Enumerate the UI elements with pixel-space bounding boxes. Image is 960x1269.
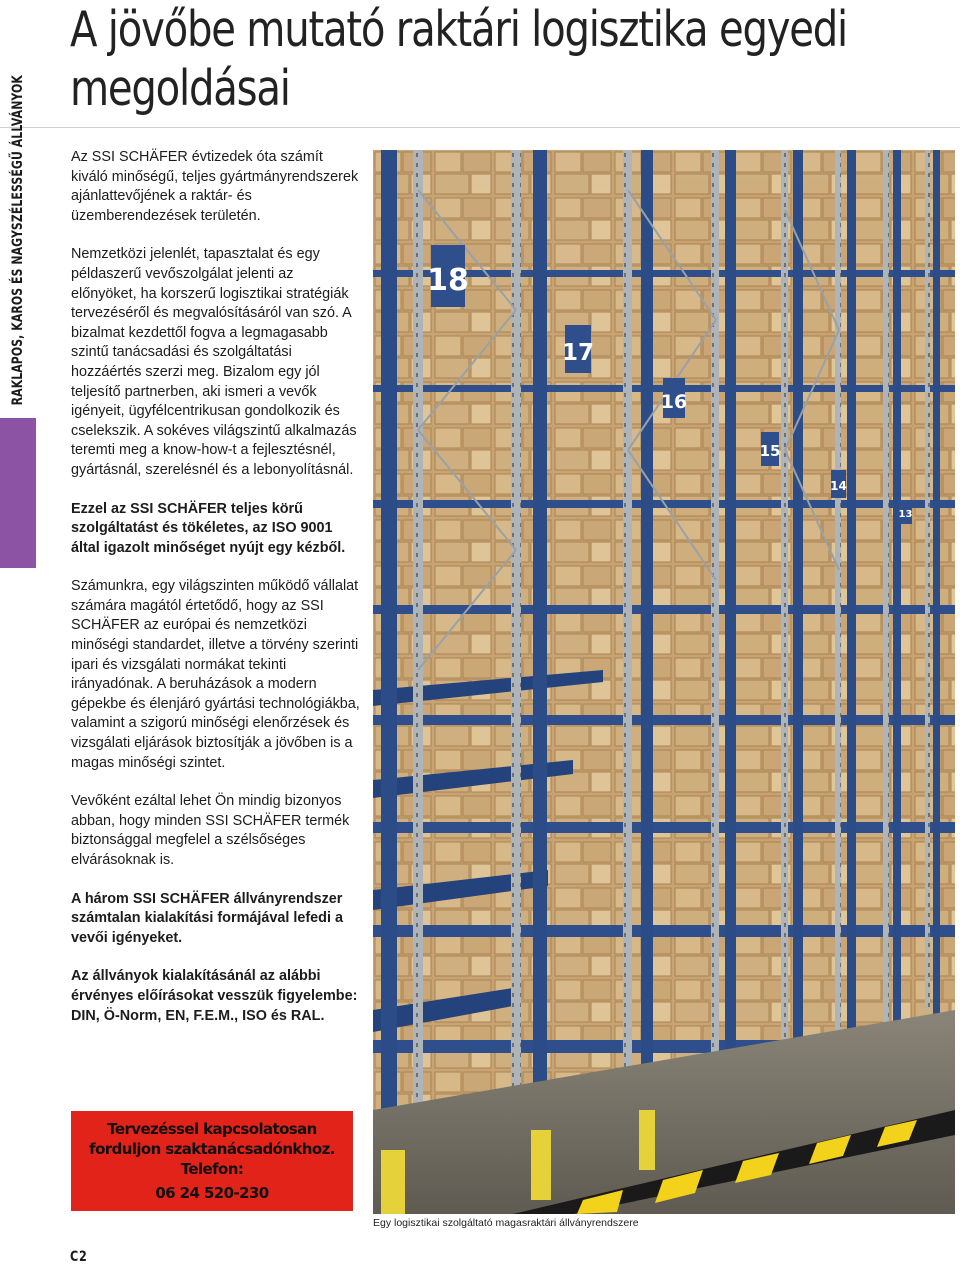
section-side-label (0, 75, 36, 410)
contact-callout-line3: Telefon: (180, 1160, 244, 1178)
customer-paragraph: Vevőként ezáltal lehet Ön mindig bizonyos abban, hogy minden SSI SCHÄFER termék biztonsággal megfelel a szélsőséges elvárásoknak is. (71, 793, 350, 868)
warehouse-rack-photo (373, 150, 955, 1214)
svg-text:13: 13 (898, 509, 913, 520)
svg-text:15: 15 (759, 442, 781, 460)
warehouse-rack-illustration (373, 150, 955, 1214)
intro-paragraph: Az SSI SCHÄFER évtizedek óta számít kiváló minőségű, teljes gyártmányrendszerek ajánlattevőjének a raktár- és üzemberendezések területén. (71, 149, 359, 224)
regulations-highlight-paragraph: Az állványok kialakításánál az alábbi érvényes előírásokat vesszük figyelembe: DIN, Ö-Norm, EN, F.E.M., ISO és RAL. (71, 968, 358, 1024)
contact-callout-box (71, 1111, 353, 1211)
contact-callout-line1: Tervezéssel kapcsolatosan (107, 1120, 317, 1138)
page-title: A jövőbe mutató raktári logisztika egyedi megoldásai (70, 1, 847, 117)
section-side-label-text: RAKLAPOS, KAROS ÉS NAGYSZÉLESSÉGŰ ÁLLVÁNYOK (10, 75, 26, 406)
section-accent-bar (0, 418, 36, 568)
iso-highlight-paragraph: Ezzel az SSI SCHÄFER teljes körű szolgáltatást és tökéletes, az ISO 9001 által igazolt minőséget nyújt egy kézből. (71, 500, 346, 556)
standards-paragraph: Számunkra, egy világszinten működő vállalat számára magától értetődő, hogy az SSI SCHÄFER az európai és nemzetközi minőségi standardet, illetve a törvény szerinti ipari és vizsgálati normákat tekinti irányadónak. A beruházások a modern gépekbe és élenjáró gyártási technológiákba, valamint a szigorú minőségi elenőrzések és vizsgálati eljárások biztosítják a jövőben is a magas minőségi szintet. (71, 578, 360, 771)
systems-highlight-paragraph: A három SSI SCHÄFER állványrendszer számtalan kialakítási formájával lefedi a vevői igényeket. (71, 890, 343, 946)
photo-caption: Egy logisztikai szolgáltató magasraktári állványrendszere (373, 1217, 639, 1229)
svg-text:18: 18 (427, 263, 469, 298)
presence-paragraph: Nemzetközi jelenlét, tapasztalat és egy példaszerű vevőszolgálat jelenti az előnyöket, ha korszerű logisztikai stratégiák tervezéséről és megvalósításáról van szó. A bizalmat kezdettől fogva a legmagasabb szintű tanácsadási és szolgáltatási hozzáértés szerzi meg. Bizalom egy jól teljesítő partnerben, aki ismeri a vevők igényeit, ügyfélcentrikusan gondolkozik és cselekszik. A sokéves világszintű alkalmazás teremti meg a know-how-t a fejlesztésnél, gyártásnál, szerelésnél és a lebonyolításnál. (71, 246, 357, 478)
page-number: C2 (70, 1249, 88, 1265)
header-divider (0, 127, 960, 128)
contact-callout-line2: forduljon szaktanácsadónkhoz. (89, 1140, 335, 1158)
contact-phone-number: 06 24 520-230 (155, 1184, 269, 1202)
svg-text:16: 16 (660, 391, 688, 413)
body-text-column (71, 148, 361, 1026)
svg-text:14: 14 (830, 479, 847, 493)
svg-text:17: 17 (561, 340, 595, 366)
